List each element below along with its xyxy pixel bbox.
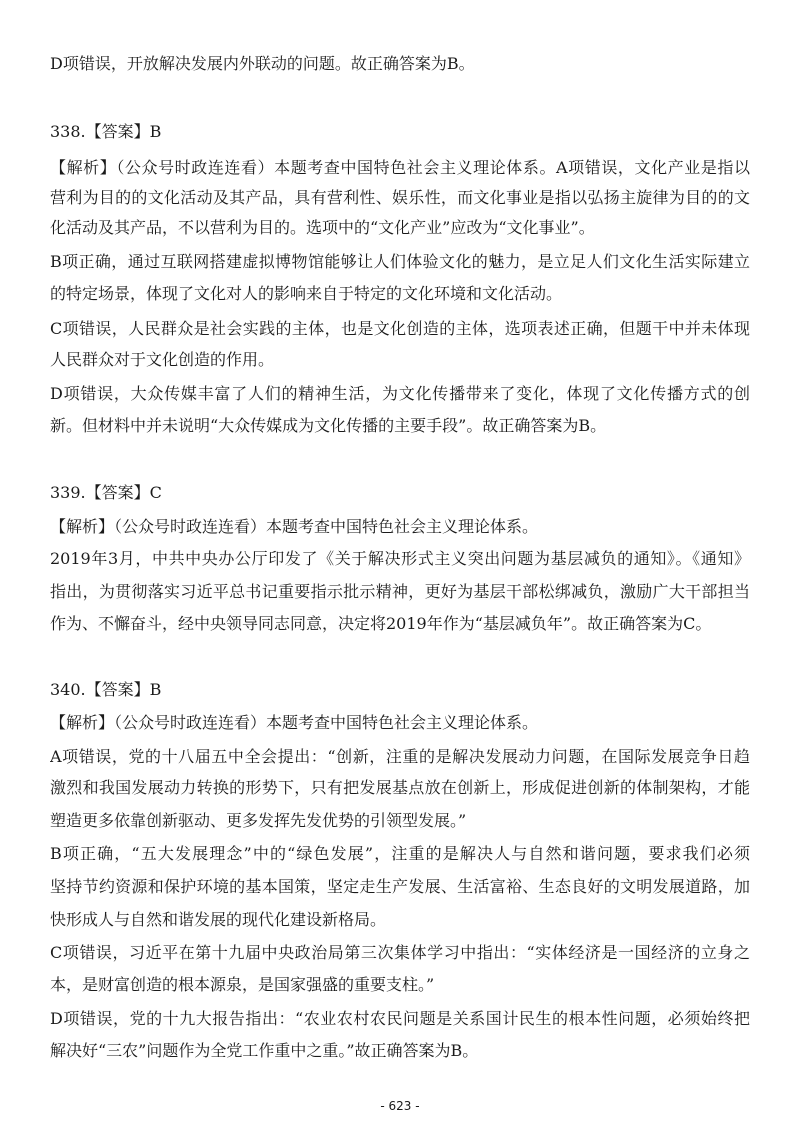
question-339-line: 作为、不懈奋斗，经中央领导同志同意，决定将2019年作为“基层减负年”。故正确答案为C。	[50, 614, 712, 633]
question-338-line: 化活动及其产品，不以营利为目的。选项中的“文化产业”应改为“文化事业”。	[50, 218, 595, 237]
question-339-line: 指出，为贯彻落实习近平总书记重要指示批示精神，更好为基层干部松绑减负，激励广大干部担当	[50, 582, 750, 601]
question-340-line: 【解析】（公众号时政连连看）本题考查中国特色社会主义理论体系。	[50, 713, 539, 732]
question-340-line: 坚持节约资源和保护环境的基本国策，坚定走生产发展、生活富裕、生态良好的文明发展道路，加	[50, 877, 750, 896]
question-340-header: 340.【答案】B	[50, 680, 162, 699]
question-338-line: 的特定场景，体现了文化对人的影响来自于特定的文化环境和文化活动。	[50, 284, 563, 303]
question-340-line: 解决好“三农”问题作为全党工作重中之重。”故正确答案为B。	[50, 1041, 479, 1060]
question-338-line: 人民群众对于文化创造的作用。	[50, 350, 275, 369]
question-338-line: B项正确，通过互联网搭建虚拟博物馆能够让人们体验文化的魅力，是立足人们文化生活实际建立	[50, 252, 750, 271]
question-339-line: 【解析】（公众号时政连连看）本题考查中国特色社会主义理论体系。	[50, 517, 539, 536]
question-338-line: 新。但材料中并未说明“大众传媒成为文化传播的主要手段”。故正确答案为B。	[50, 416, 607, 435]
question-340-line: B项正确，“五大发展理念”中的“绿色发展”，注重的是解决人与自然和谐问题，要求我们必须	[50, 844, 750, 863]
question-339-line: 2019年3月，中共中央办公厅印发了《关于解决形式主义突出问题为基层减负的通知》。《通知》	[50, 549, 750, 568]
page-number: - 623 -	[380, 1099, 420, 1113]
question-338-header: 338.【答案】B	[50, 122, 162, 141]
question-338-line: 【解析】（公众号时政连连看）本题考查中国特色社会主义理论体系。A项错误，文化产业是指以	[50, 158, 750, 177]
question-338-line: C项错误，人民群众是社会实践的主体，也是文化创造的主体，选项表述正确，但题干中并未体现	[50, 319, 750, 338]
question-340-line: D项错误，党的十九大报告指出：“农业农村农民问题是关系国计民生的根本性问题，必须始终把	[50, 1009, 750, 1028]
intro-line: D项错误，开放解决发展内外联动的问题。故正确答案为B。	[50, 54, 475, 73]
question-338-line: D项错误，大众传媒丰富了人们的精神生活，为文化传播带来了变化，体现了文化传播方式的创	[50, 384, 750, 403]
question-340-line: 本，是财富创造的根本源泉，是国家强盛的重要支柱。”	[50, 975, 435, 994]
question-340-line: 激烈和我国发展动力转换的形势下，只有把发展基点放在创新上，形成促进创新的体制架构，才能	[50, 778, 750, 797]
question-340-line: C项错误，习近平在第十九届中央政治局第三次集体学习中指出：“实体经济是一国经济的立身之	[50, 943, 750, 962]
question-340-line: 快形成人与自然和谐发展的现代化建设新格局。	[50, 910, 387, 929]
question-338-line: 营利为目的的文化活动及其产品，具有营利性、娱乐性，而文化事业是指以弘扬主旋律为目的的文	[50, 188, 750, 207]
question-340-line: A项错误，党的十八届五中全会提出：“创新，注重的是解决发展动力问题，在国际发展竞争日趋	[50, 747, 750, 766]
question-339-header: 339.【答案】C	[50, 483, 162, 502]
question-340-line: 塑造更多依靠创新驱动、更多发挥先发优势的引领型发展。”	[50, 811, 467, 830]
